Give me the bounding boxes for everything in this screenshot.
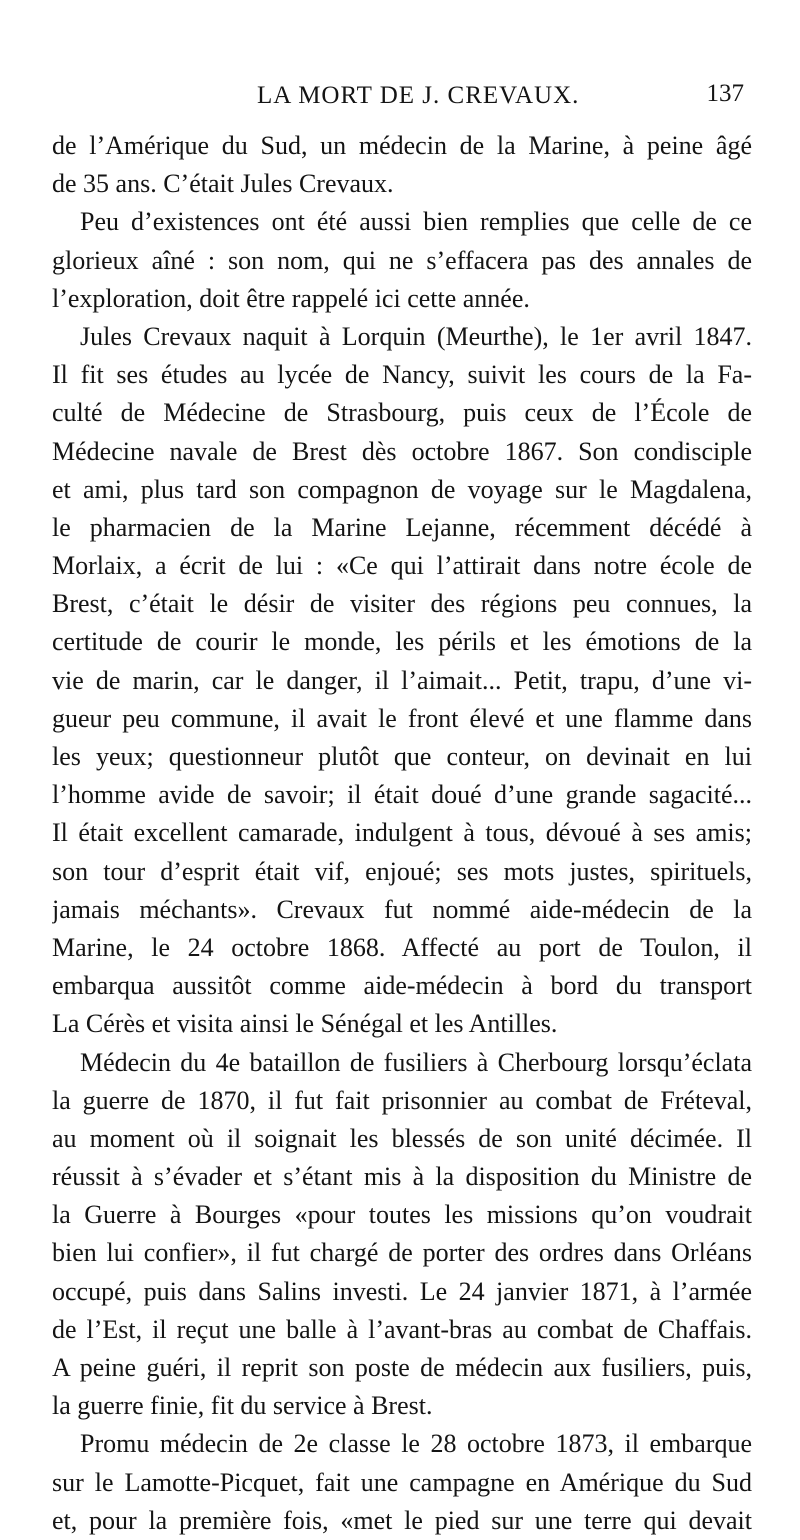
text-line: embarqua aussitôt comme aide-médecin à bord du transport — [52, 971, 752, 1001]
body-text — [52, 127, 752, 1540]
text-line: la guerre finie, fit du service à Brest. — [52, 1391, 433, 1421]
text-line: la guerre de 1870, il fut fait prisonnier au combat de Fréteval, — [52, 1085, 752, 1115]
text-line: La Cérès et visita ainsi le Sénégal et les Antilles. — [52, 1009, 558, 1039]
text-line: réussit à s’évader et s’étant mis à la disposition du Ministre de — [52, 1162, 752, 1192]
text-line: Il fit ses études au lycée de Nancy, suivit les cours de la Fa- — [52, 360, 752, 390]
text-line: l’exploration, doit être rappelé ici cette année. — [52, 283, 530, 313]
running-title: LA MORT DE J. CREVAUX. — [257, 82, 580, 109]
text-line: Peu d’existences ont été aussi bien remplies que celle de ce — [80, 207, 752, 237]
text-line: les yeux; questionneur plutôt que conteur, on devinait en lui — [52, 742, 752, 771]
text-line: Médecine navale de Brest dès octobre 1867. Son condisciple — [52, 436, 752, 466]
page-header — [52, 82, 752, 122]
text-line: de 35 ans. C’était Jules Crevaux. — [52, 169, 394, 199]
text-line: de l’Amérique du Sud, un médecin de la Marine, à peine âgé — [52, 131, 752, 160]
text-line: vie de marin, car le danger, il l’aimait... Petit, trapu, d’une vi- — [52, 665, 752, 695]
text-line: glorieux aîné : son nom, qui ne s’effacera pas des annales de — [52, 245, 752, 275]
text-line: le pharmacien de la Marine Lejanne, récemment décédé à — [52, 512, 752, 542]
text-line: sur le Lamotte-Picquet, fait une campagne en Amérique du Sud — [52, 1467, 752, 1497]
text-line: l’homme avide de savoir; il était doué d’une grande sagacité... — [52, 780, 752, 810]
text-line: Médecin du 4e bataillon de fusiliers à Cherbourg lorsqu’éclata — [80, 1047, 752, 1077]
text-line: au moment où il soignait les blessés de son unité décimée. Il — [52, 1123, 752, 1153]
text-line: et ami, plus tard son compagnon de voyage sur le Magdalena, — [52, 474, 752, 504]
text-line: gueur peu commune, il avait le front élevé et une flamme dans — [52, 703, 752, 733]
text-line: Brest, c’était le désir de visiter des régions peu connues, la — [52, 589, 752, 619]
text-line: et, pour la première fois, «met le pied sur une terre qui devait — [52, 1505, 752, 1535]
text-line: son tour d’esprit était vif, enjoué; ses mots justes, spirituels, — [52, 856, 752, 886]
text-line: Il était excellent camarade, indulgent à tous, dévoué à ses amis; — [52, 818, 752, 848]
text-line: la Guerre à Bourges «pour toutes les missions qu’on voudrait — [52, 1200, 752, 1230]
text-line: certitude de courir le monde, les périls et les émotions de la — [52, 627, 752, 657]
text-line: A peine guéri, il reprit son poste de médecin aux fusiliers, puis, — [52, 1353, 752, 1382]
page-number: 137 — [706, 80, 744, 107]
text-line: de l’Est, il reçut une balle à l’avant-bras au combat de Chaffais. — [52, 1314, 752, 1344]
text-line: culté de Médecine de Strasbourg, puis ceux de l’École de — [52, 398, 752, 428]
text-line: Marine, le 24 octobre 1868. Affecté au port de Toulon, il — [52, 932, 752, 962]
text-line: Jules Crevaux naquit à Lorquin (Meurthe), le 1er avril 1847. — [80, 321, 752, 351]
text-line: occupé, puis dans Salins investi. Le 24 janvier 1871, à l’armée — [52, 1276, 752, 1306]
text-line: jamais méchants». Crevaux fut nommé aide-médecin de la — [52, 894, 752, 924]
text-line: Promu médecin de 2e classe le 28 octobre 1873, il embarque — [80, 1429, 752, 1459]
text-line: bien lui confier», il fut chargé de porter des ordres dans Orléans — [52, 1238, 752, 1268]
text-line: Morlaix, a écrit de lui : «Ce qui l’attirait dans notre école de — [52, 551, 752, 581]
